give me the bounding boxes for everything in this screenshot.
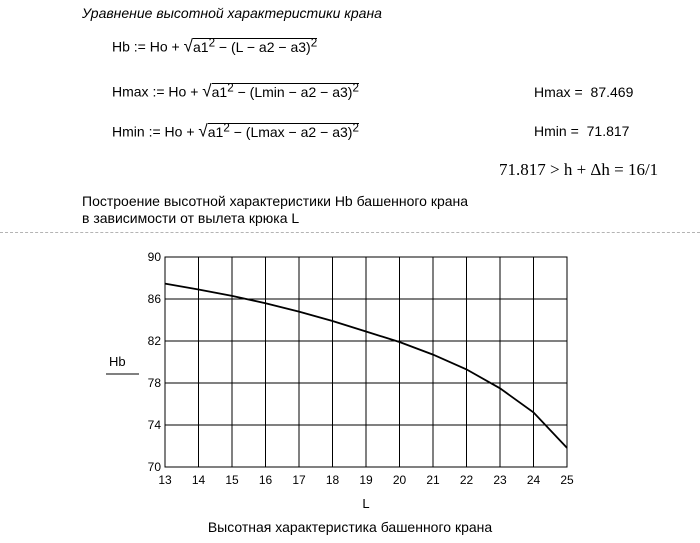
formula-l: Lmax (250, 123, 285, 140)
x-tick-label: 23 (493, 473, 507, 487)
description-line-2: в зависимости от вылета крюка L (82, 210, 300, 226)
formula-h0: Ho (164, 123, 183, 140)
formula-exponent: 2 (227, 81, 234, 94)
x-tick-labels (158, 473, 574, 487)
assign-operator: := (148, 123, 161, 140)
assign-operator: := (133, 38, 146, 55)
y-tick-label: 90 (147, 250, 161, 264)
formula-lhs: Hb (112, 38, 130, 55)
result-name: Hmax (534, 84, 571, 100)
y-tick-label: 86 (147, 292, 161, 306)
formula-hmin: Hmin := $Ho + √a1^2 - (Lmax - a2 - a3)^2$ (112, 121, 359, 141)
sqrt-symbol: √ (183, 36, 193, 56)
x-tick-label: 15 (225, 473, 239, 487)
assign-operator: := (152, 83, 165, 100)
inequality-check: 71.817 > h + Δh = 16/1 (499, 160, 659, 179)
y-tick-label: 82 (147, 334, 161, 348)
formula-l: Lmin (254, 83, 285, 100)
x-tick-label: 25 (560, 473, 574, 487)
formula-a2: a2 (300, 83, 317, 100)
y-tick-labels (148, 250, 162, 474)
formula-h0: Ho (168, 83, 187, 100)
description-line-1: Построение высотной характеристики Hb башенного крана (82, 193, 469, 209)
y-axis-label: Hb (109, 354, 126, 369)
formula-lhs: Hmax (112, 83, 149, 100)
formula-a1: a1 (192, 38, 209, 55)
y-tick-label: 70 (147, 460, 161, 474)
y-tick-label: 74 (147, 418, 161, 432)
formula-exponent: 2 (352, 81, 359, 94)
x-tick-label: 21 (426, 473, 440, 487)
formula-hmax: Hmax := $Ho + √a1^2 - (Lmin - a2 - a3)^2$ (112, 81, 359, 101)
chart-caption: Высотная характеристика башенного крана (207, 519, 493, 535)
formula-a3: a3 (290, 38, 307, 55)
formula-h0: Ho (149, 38, 168, 55)
x-tick-label: 17 (292, 473, 306, 487)
formula-a2: a2 (258, 38, 275, 55)
result-value: 71.817 (586, 123, 630, 139)
y-tick-label: 78 (147, 376, 161, 390)
x-tick-label: 18 (325, 473, 340, 487)
x-tick-label: 19 (359, 473, 373, 487)
formula-exponent: 2 (208, 36, 216, 49)
result-equals: = (574, 84, 583, 100)
x-tick-label: 24 (526, 473, 541, 487)
x-axis-label: L (362, 496, 370, 511)
formula-lhs: Hmin (112, 123, 145, 140)
formula-a2: a2 (300, 123, 317, 140)
section-title: Уравнение высотной характеристики крана (82, 5, 382, 21)
x-tick-label: 20 (392, 473, 407, 487)
sqrt-symbol: √ (198, 121, 208, 141)
formula-exponent: 2 (223, 121, 230, 134)
formula-a1: a1 (207, 123, 224, 140)
x-tick-label: 14 (191, 473, 206, 487)
sqrt-symbol: √ (202, 81, 212, 101)
x-tick-label: 16 (258, 473, 273, 487)
formula-a3: a3 (332, 123, 348, 140)
formula-exponent: 2 (310, 36, 318, 49)
formula-a1: a1 (211, 83, 228, 100)
result-value: 87.469 (590, 84, 634, 100)
formula-l: L (235, 38, 243, 55)
result-name: Hmin (534, 123, 567, 139)
chart-grid (165, 257, 567, 467)
formula-exponent: 2 (352, 121, 359, 134)
x-tick-label: 13 (158, 473, 172, 487)
formula-hb: Hb := $Ho + √a1^2 - (L - a2 - a3)^2$ (112, 36, 318, 56)
formula-a3: a3 (332, 83, 348, 100)
result-equals: = (570, 123, 579, 139)
x-tick-label: 22 (459, 473, 474, 487)
